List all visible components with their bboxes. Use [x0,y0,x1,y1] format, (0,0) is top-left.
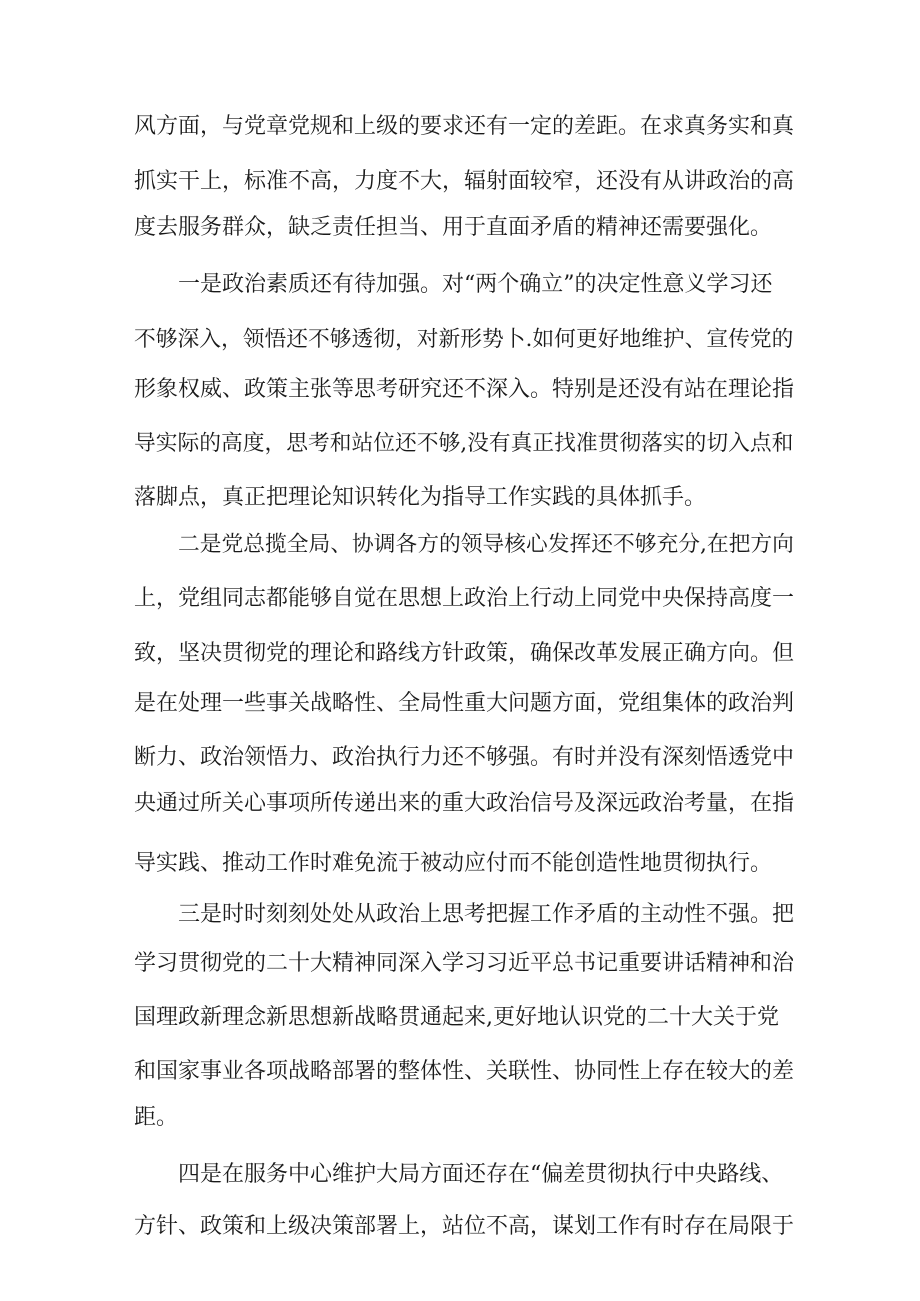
paragraph-start-line: 一是政治素质还有待加强。对“两个确立”的决定性意义学习还 [178,272,773,297]
text-line: 抓实干上，标准不高，力度不大，辐射面较窄，还没有从讲政治的高 [134,169,795,194]
text-line: 导实际的高度，思考和站位还不够,没有真正找准贯彻落实的切入点和 [134,431,794,456]
text-line: 致，坚决贯彻党的理论和路线方针政策，确保改革发展正确方向。但 [134,641,795,666]
paragraph-start-line: 四是在服务中心维护大局方面还存在“偏差贯彻执行中央路线、 [178,1162,784,1187]
text-line: 断力、政治领悟力、政治执行力还不够强。有时并没有深刻悟透党中 [134,745,795,770]
text-line: 和国家事业各项战略部署的整体性、关联性、协同性上存在较大的差 [134,1059,795,1084]
text-line: 形象权威、政策主张等思考研究还不深入。特别是还没有站在理论指 [134,377,795,402]
text-line: 方针、政策和上级决策部署上，站位不高，谋划工作有时存在局限于 [134,1214,795,1239]
paragraph-start-line: 三是时时刻刻处处从政治上思考把握工作矛盾的主动性不强。把 [178,902,795,927]
text-line: 落脚点，真正把理论知识转化为指导工作实践的具体抓手。 [134,485,707,510]
paragraph-start-line: 二是党总揽全局、协调各方的领导核心发挥还不够充分,在把方向 [178,532,794,557]
text-line: 央通过所关心事项所传递出来的重大政治信号及深远政治考量，在指 [134,791,795,816]
text-line: 是在处理一些事关战略性、全局性重大问题方面，党组集体的政治判 [134,691,795,716]
text-line: 距。 [134,1105,179,1130]
text-line: 不够深入，领悟还不够透彻，对新形势卜.如何更好地维护、宣传党的 [134,327,794,352]
text-line: 学习贯彻党的二十大精神同深入学习习近平总书记重要讲话精神和治 [134,951,795,976]
text-line: 导实践、推动工作时难免流于被动应付而不能创造性地贯彻执行。 [134,851,773,876]
text-line: 风方面，与党章党规和上级的要求还有一定的差距。在求真务实和真 [134,114,795,139]
text-line: 上，党组同志都能够自觉在思想上政治上行动上同党中央保持高度一 [134,586,795,611]
text-line: 度去服务群众，缺乏责任担当、用于直面矛盾的精神还需要强化。 [134,215,773,240]
text-line: 国理政新理念新思想新战略贯通起来,更好地认识党的二十大关于党 [134,1005,779,1030]
